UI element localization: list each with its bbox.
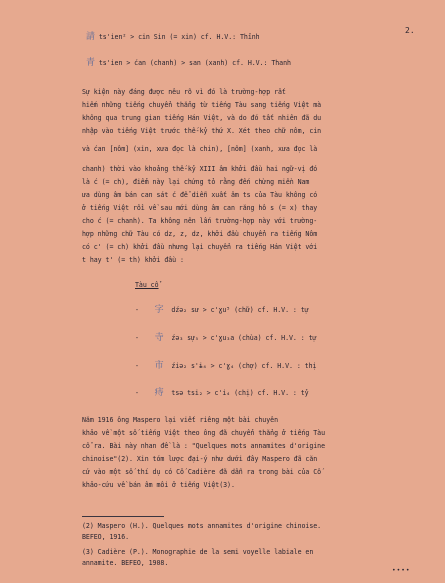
list-dash: - xyxy=(135,389,139,397)
han-character: 青 xyxy=(86,58,95,68)
para1-line: chanh) thời vào khoảng thế-kỷ XIII âm khởi đầu hai ngữ-vị đó xyxy=(82,165,318,173)
para2-line: khảo về một số tiếng Việt theo ông đã chuyển thẳng ở tiếng Tàu xyxy=(82,429,326,437)
para2-line: chinoise"(2). Xin tóm lược đại-ý như dưới đây Maspero đã căn xyxy=(82,455,318,463)
list-dash: - xyxy=(135,362,139,370)
list-item-text: źiə₂ s'ɨ₄ > c'ɣ₄ (chợ) cf. H.V. : thị xyxy=(171,362,317,370)
footnote-line: (2) Maspero (H.). Quelques mots annamites d'origine chinoise. xyxy=(82,522,322,530)
para1-line: không qua trung gian tiếng Hán Việt, và do đó tất nhiên đã du xyxy=(82,114,322,122)
para1-line: hợp những chữ Tàu có dz, z, dz, khởi đầu chuyển ra tiếng Nôm xyxy=(82,230,318,238)
para1-line: Sự kiện này đáng được nêu rõ vì đó là trường-hợp rất xyxy=(82,88,286,96)
footnote-line: annamite. BEFEO, 1908. xyxy=(82,559,169,567)
header-line-1 xyxy=(86,33,260,41)
page-stamp: •••• xyxy=(392,567,411,574)
list-item-text: tsə tsi₂ > c'i₄ (chị) cf. H.V. : tỷ xyxy=(171,389,309,397)
list-item-text: źə₃ sự₅ > c'ɣu₃a (chùa) cf. H.V. : tự xyxy=(171,334,317,342)
para1-line: ưa dùng âm bán can sát ć để diễn xuất âm ts của Tàu không có xyxy=(82,191,318,199)
han-character: 市 xyxy=(154,361,164,371)
han-character: 字 xyxy=(154,305,164,315)
han-character: 寺 xyxy=(154,333,164,343)
para2-line: cổ ra. Bài này nhan đề là : "Quelques mots annamites d'origine xyxy=(82,442,326,450)
list-dash: - xyxy=(135,306,139,314)
header-line-text: ts'ien > ćan (chanh) > san (xanh) cf. H.V.: Thanh xyxy=(98,59,291,67)
para1-line: t hay t' (= th) khởi đầu : xyxy=(82,256,184,264)
han-character: 痔 xyxy=(154,388,164,398)
header-line-2 xyxy=(86,59,291,67)
para1-line: và ćan [nôm] (xin, xưa đọc là chin), [nôm] (xanh, xưa đọc là xyxy=(82,145,318,153)
para1-line: là ć (= ch), điểm này lại chứng tỏ rằng đến chừng miền Nam xyxy=(82,178,310,186)
para1-line: có c' (= ch) khởi đầu nhưng lại chuyển ra tiếng Hán Việt với xyxy=(82,243,318,251)
list-item xyxy=(135,362,316,370)
list-dash: - xyxy=(135,334,139,342)
list-item xyxy=(135,389,309,397)
footnote-divider xyxy=(82,516,164,517)
para1-line: cho ć (= chanh). Ta không nên lấn trường-hợp này với trường- xyxy=(82,217,318,225)
footnote-line: (3) Cadière (P.). Monographie de la semi voyelle labiale en xyxy=(82,548,314,556)
para2-line: cứ vào một số thí dụ có Cố Cadière đã dẫn ra trong bài của Cố xyxy=(82,468,322,476)
list-item xyxy=(135,306,309,314)
footnote-line: BEFEO, 1916. xyxy=(82,533,130,541)
header-line-text: ts'ien² > cin Sin (= xin) cf. H.V.: Thỉnh xyxy=(98,33,260,41)
page-number: 2. xyxy=(405,26,415,35)
han-character: 請 xyxy=(86,32,95,42)
para1-line: ở tiếng Việt rồi về sau mới dùng âm can răng hô s (= x) thay xyxy=(82,204,318,212)
list-item-text: dźə₂ sư > c'ɣu⁵ (chữ) cf. H.V. : tự xyxy=(171,306,309,314)
para1-line: hiếm những tiếng chuyển thẳng từ tiếng Tàu sang tiếng Việt mà xyxy=(82,101,322,109)
list-item xyxy=(135,334,316,342)
para2-line: khảo-cứu về bán âm môi ở tiếng Việt(3). xyxy=(82,481,235,489)
list-heading: Tàu cổ xyxy=(135,281,159,289)
para2-line: Năm 1916 ông Maspero lại viết riêng một bài chuyên xyxy=(82,416,278,424)
para1-line: nhập vào tiếng Việt trước thế-kỷ thứ X. Xét theo chữ nôm, cin xyxy=(82,127,322,135)
